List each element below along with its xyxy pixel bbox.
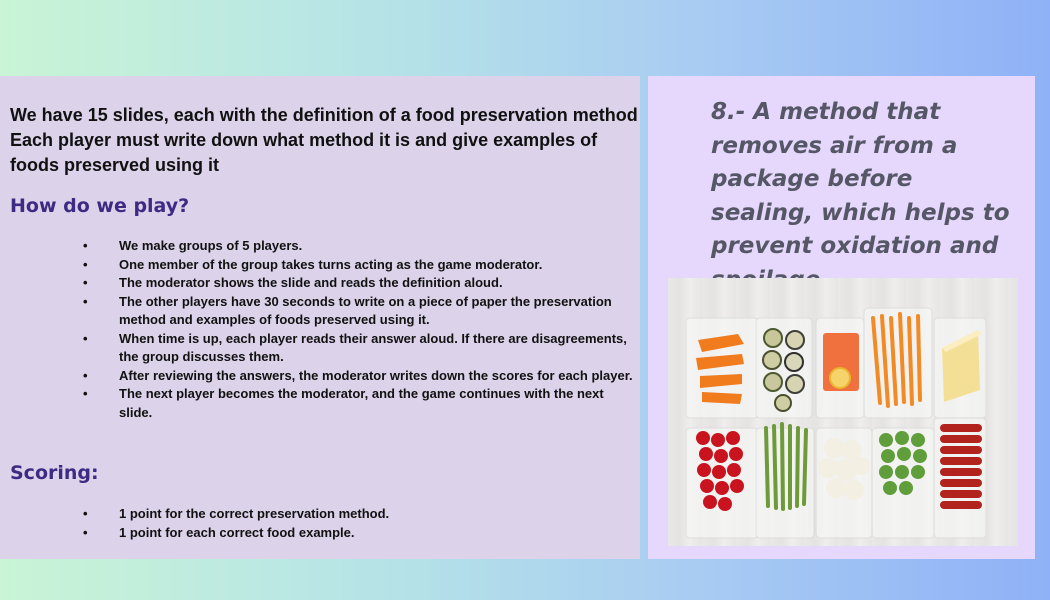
- rule-item: • After reviewing the answers, the moderator writes down the scores for each player.: [0, 367, 639, 386]
- intro-line: foods preserved using it: [10, 155, 220, 175]
- scoring-item: • 1 point for the correct preservation method.: [0, 505, 639, 524]
- scoring-heading: Scoring:: [10, 462, 99, 484]
- rules-heading: How do we play?: [10, 195, 190, 217]
- intro-line: We have 15 slides, each with the definition of a food preservation method: [10, 105, 638, 125]
- scoring-list: [0, 505, 639, 542]
- definition-prompt: 8.- A method that removes air from a package before sealing, which helps to prevent oxidation and: [711, 99, 1010, 259]
- rule-item: • One member of the group takes turns acting as the game moderator.: [0, 256, 639, 275]
- rule-item: • The other players have 30 seconds to write on a piece of paper the preservation method and examples of foods preserved using it.: [0, 293, 639, 330]
- rule-item: • When time is up, each player reads their answer aloud. If there are disagreements, the group discusses them.: [0, 330, 639, 367]
- intro-text: [10, 103, 642, 178]
- slide-panel: [648, 76, 1035, 559]
- instructions-panel: [0, 76, 640, 559]
- rule-item: • We make groups of 5 players.: [0, 237, 639, 256]
- rule-item: • The next player becomes the moderator, and the game continues with the next slide.: [0, 385, 639, 422]
- vacuum-sealed-food-illustration: [668, 278, 1018, 546]
- vacuum-sealed-food-photo: [668, 278, 1018, 546]
- scoring-item: • 1 point for each correct food example.: [0, 524, 639, 543]
- intro-line: Each player must write down what method it is and give examples of: [10, 130, 598, 150]
- rule-item: • The moderator shows the slide and reads the definition aloud.: [0, 274, 639, 293]
- rules-list: [0, 237, 639, 422]
